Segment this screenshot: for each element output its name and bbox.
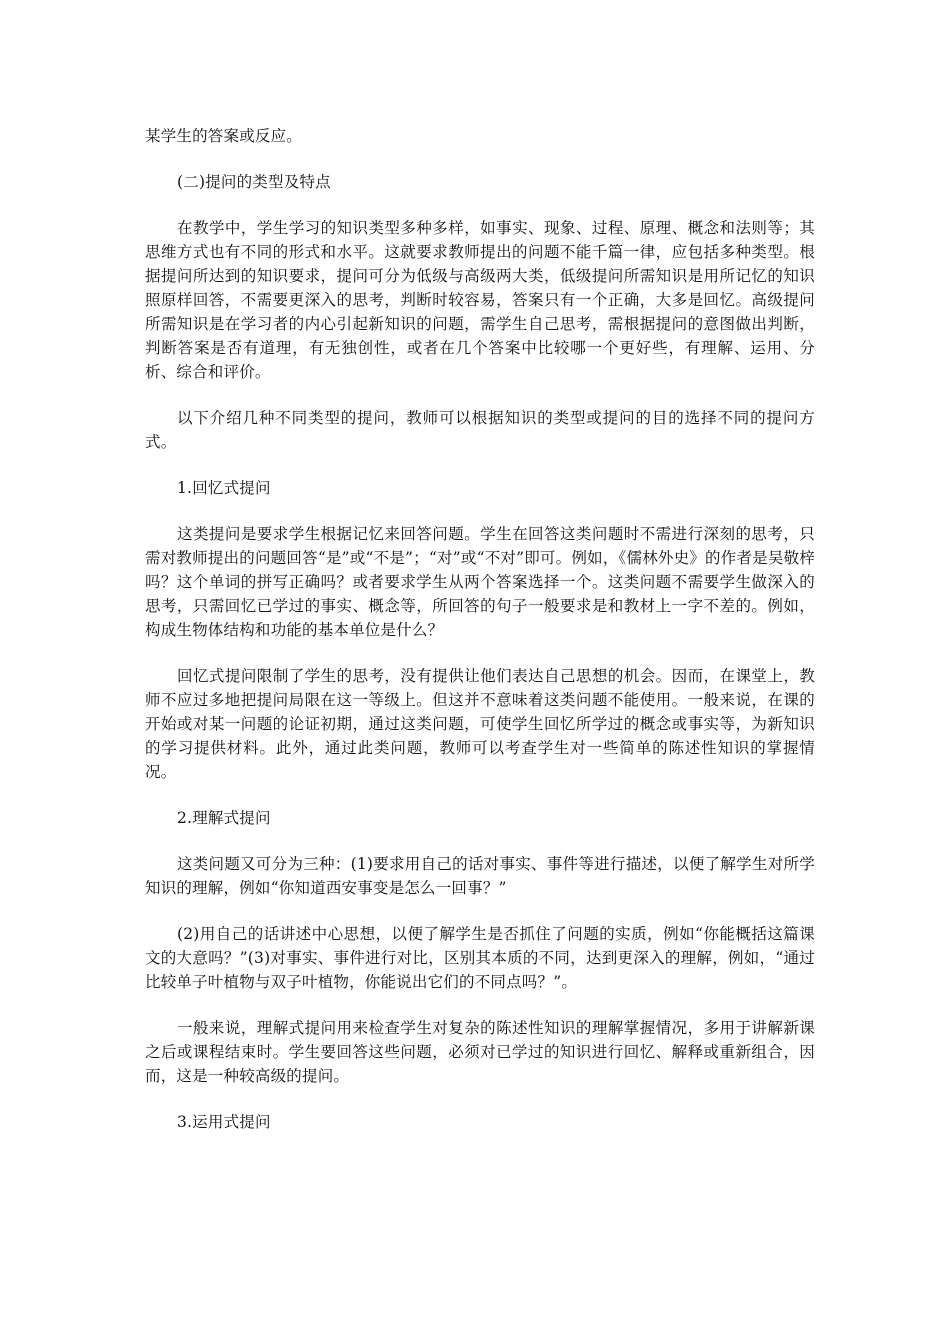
- section-heading-question-types: (二)提问的类型及特点: [177, 173, 331, 191]
- paragraph-comprehension-types-1: 这类问题又可分为三种：(1)要求用自己的话对事实、事件等进行描述，以便了解学生对所学知识的理解，例如“你知道西安事变是怎么一回事？”: [145, 855, 815, 897]
- paragraph-knowledge-types: 在教学中，学生学习的知识类型多种多样，如事实、现象、过程、原理、概念和法则等；其思维方式也有不同的形式和水平。这就要求教师提出的问题不能千篇一律，应包括多种类型。根据提问所达到的知识要求，提问可分为低级与高级两大类，低级提问所需知识是用所记忆的知识照原样回答，不需要更深入的思考，判断时较容易，答案只有一个正确，大多是回忆。高级提问所需知识是在学习者的内心引起新知识的问题，需学生自己思考，需根据提问的意图做出判断，判断答案是否有道理，有无独创性，或者在几个答案中比较哪一个更好些，有理解、运用、分析、综合和评价。: [145, 219, 815, 381]
- subheading-recall-question: 1.回忆式提问: [177, 479, 271, 497]
- paragraph-comprehension-usage: 一般来说，理解式提问用来检查学生对复杂的陈述性知识的理解掌握情况，多用于讲解新课之后或课程结束时。学生要回答这些问题，必须对已学过的知识进行回忆、解释或重新组合，因而，这是一种较高级的提问。: [145, 1019, 815, 1085]
- paragraph-intro-question-types: 以下介绍几种不同类型的提问，教师可以根据知识的类型或提问的目的选择不同的提问方式。: [145, 409, 815, 451]
- subheading-comprehension-question: 2.理解式提问: [177, 809, 271, 827]
- paragraph-continuation: 某学生的答案或反应。: [145, 127, 303, 145]
- paragraph-comprehension-types-2-3: (2)用自己的话讲述中心思想，以便了解学生是否抓住了问题的实质，例如“你能概括这篇课文的大意吗？”(3)对事实、事件进行对比，区别其本质的不同，达到更深入的理解，例如，“通过比较单子叶植物与双子叶植物，你能说出它们的不同点吗？”。: [145, 925, 815, 991]
- paragraph-recall-definition: 这类提问是要求学生根据记忆来回答问题。学生在回答这类问题时不需进行深刻的思考，只需对教师提出的问题回答“是”或“不是”；“对”或“不对”即可。例如，《儒林外史》的作者是吴敬梓吗？这个单词的拼写正确吗？或者要求学生从两个答案选择一个。这类问题不需要学生做深入的思考，只需回忆已学过的事实、概念等，所回答的句子一般要求是和教材上一字不差的。例如，构成生物体结构和功能的基本单位是什么？: [145, 525, 815, 639]
- paragraph-recall-limitations: 回忆式提问限制了学生的思考，没有提供让他们表达自己思想的机会。因而，在课堂上，教师不应过多地把提问局限在这一等级上。但这并不意味着这类问题不能使用。一般来说，在课的开始或对某一问题的论证初期，通过这类问题，可使学生回忆所学过的概念或事实等，为新知识的学习提供材料。此外，通过此类问题，教师可以考查学生对一些简单的陈述性知识的掌握情况。: [145, 667, 815, 781]
- document-body: [145, 124, 815, 1134]
- subheading-application-question: 3.运用式提问: [177, 1113, 271, 1131]
